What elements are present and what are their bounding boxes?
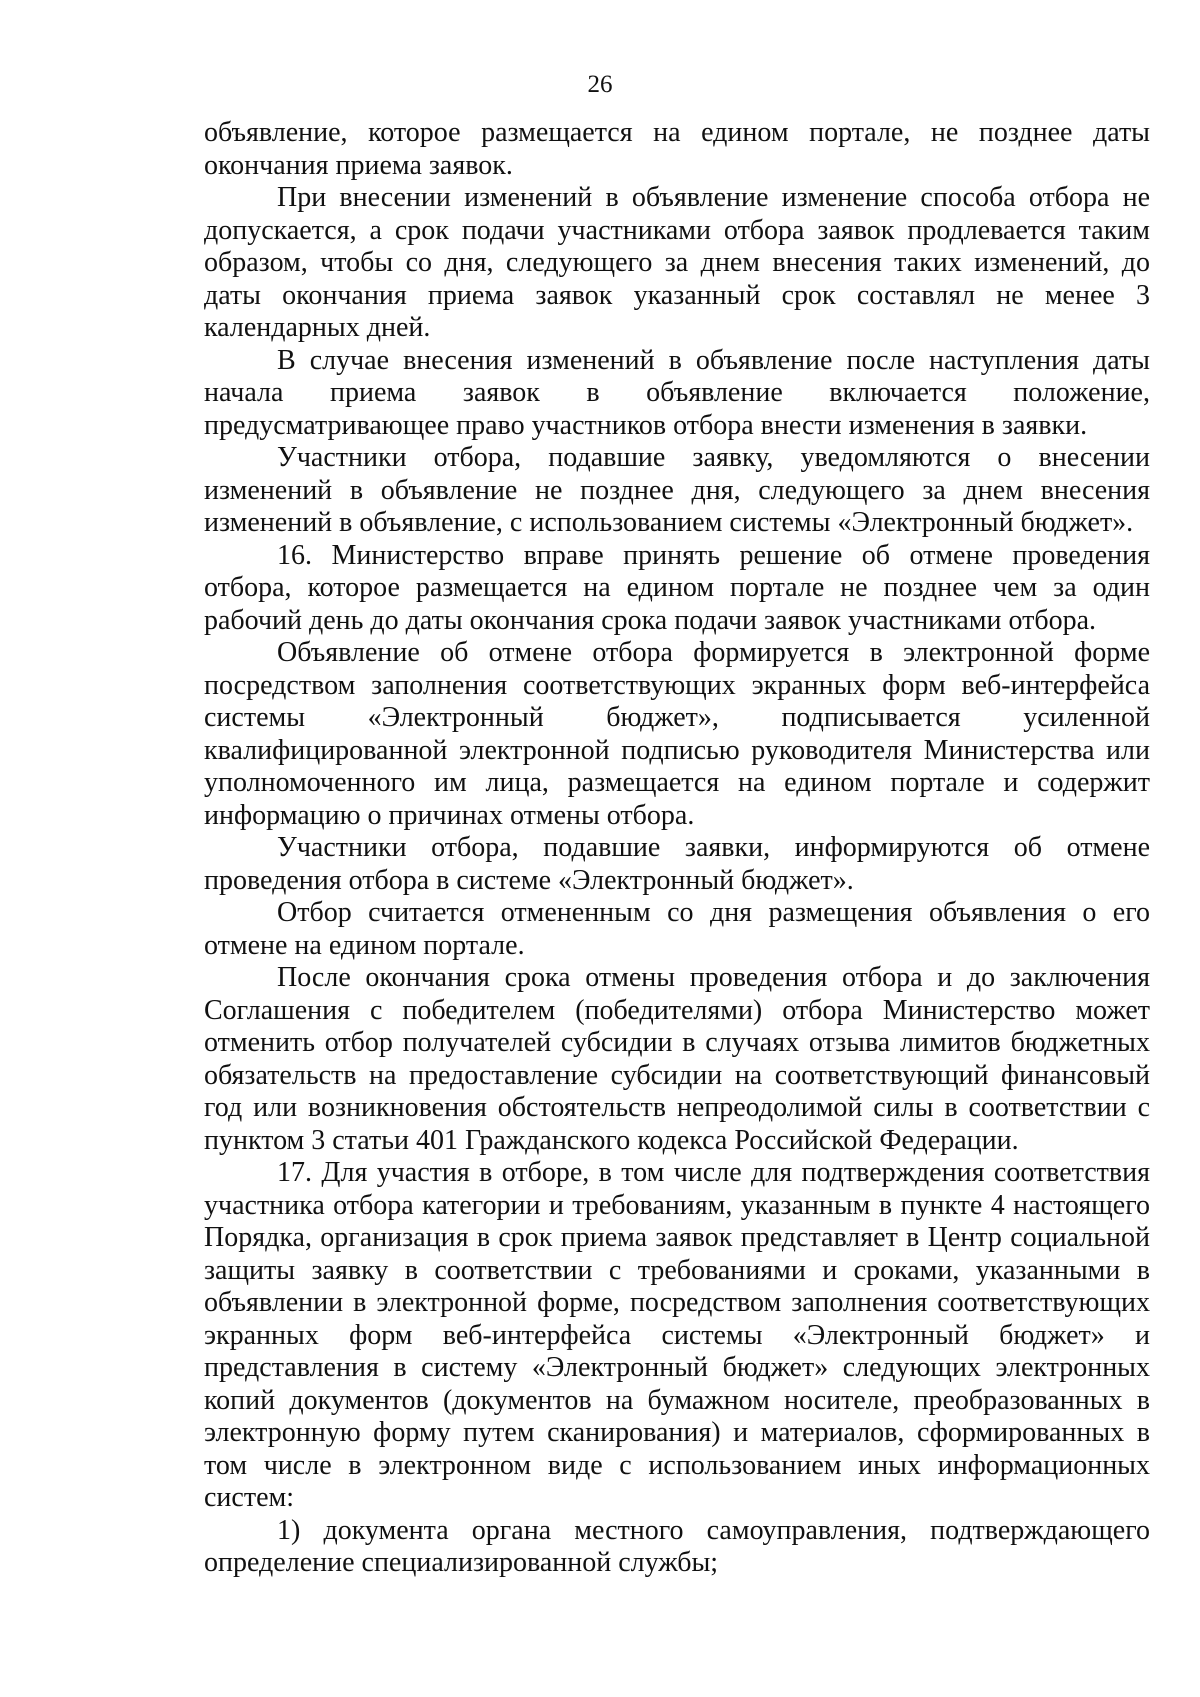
paragraph-continuation: объявление, которое размещается на едином портале, не позднее даты окончания приема заявок. bbox=[204, 117, 1150, 181]
paragraph-item-16: 16. Министерство вправе принять решение об отмене проведения отбора, которое размещается на едином портале не позднее чем за один рабочий день до даты окончания срока подачи заявок участниками отбора. bbox=[204, 539, 1150, 636]
paragraph-cancellation-announcement: Объявление об отмене отбора формируется в электронной форме посредством заполнения соответствующих экранных форм веб-интерфейса системы «Электронный бюджет», подписывается усиленной квалифицированной электронной подписью руководителя Министерства или уполномоченного им лица, размещается на едином портале и содержит информацию о причинах отмены отбора. bbox=[204, 637, 1150, 831]
paragraph-item-17: 17. Для участия в отборе, в том числе для подтверждения соответствия участника отбора категории и требованиям, указанным в пункте 4 настоящего Порядка, организация в срок приема заявок представляет в Центр социальной защиты заявку в соответствии с требованиями и сроками, указанными в объявлении в электронной форме, посредством заполнения соответствующих экранных форм веб-интерфейса системы «Электронный бюджет» и представления в систему «Электронный бюджет» следующих электронных копий документов (документов на бумажном носителе, преобразованных в электронную форму путем сканирования) и материалов, сформированных в том числе в электронном виде с использованием иных информационных систем: bbox=[204, 1157, 1150, 1513]
paragraph-participants-informed: Участники отбора, подавшие заявки, информируются об отмене проведения отбора в системе «Электронный бюджет». bbox=[204, 832, 1150, 896]
paragraph-selection-cancelled: Отбор считается отмененным со дня размещения объявления о его отмене на едином портале. bbox=[204, 897, 1150, 961]
paragraph-changes-after-start: В случае внесения изменений в объявление после наступления даты начала приема заявок в объявление включается положение, предусматривающее право участников отбора внести изменения в заявки. bbox=[204, 344, 1150, 441]
paragraph-participants-notified: Участники отбора, подавшие заявку, уведомляются о внесении изменений в объявление не позднее дня, следующего за днем внесения изменений в объявление, с использованием системы «Электронный бюджет». bbox=[204, 442, 1150, 538]
document-body bbox=[204, 117, 1150, 1580]
paragraph-after-cancellation-period: После окончания срока отмены проведения отбора и до заключения Соглашения с победителем (победителями) отбора Министерство может отменить отбор получателей субсидии в случаях отзыва лимитов бюджетных обязательств на предоставление субсидии на соответствующий финансовый год или возникновения обстоятельств непреодолимой силы в соответствии с пунктом 3 статьи 401 Гражданского кодекса Российской Федерации. bbox=[204, 962, 1150, 1156]
paragraph-list-item-1: 1) документа органа местного самоуправления, подтверждающего определение специализированной службы; bbox=[204, 1514, 1150, 1578]
paragraph-changes-to-announcement: При внесении изменений в объявление изменение способа отбора не допускается, а срок подачи участниками отбора заявок продлевается таким образом, чтобы со дня, следующего за днем внесения таких изменений, до даты окончания приема заявок указанный срок составлял не менее 3 календарных дней. bbox=[204, 182, 1150, 343]
page-number: 26 bbox=[587, 71, 613, 98]
